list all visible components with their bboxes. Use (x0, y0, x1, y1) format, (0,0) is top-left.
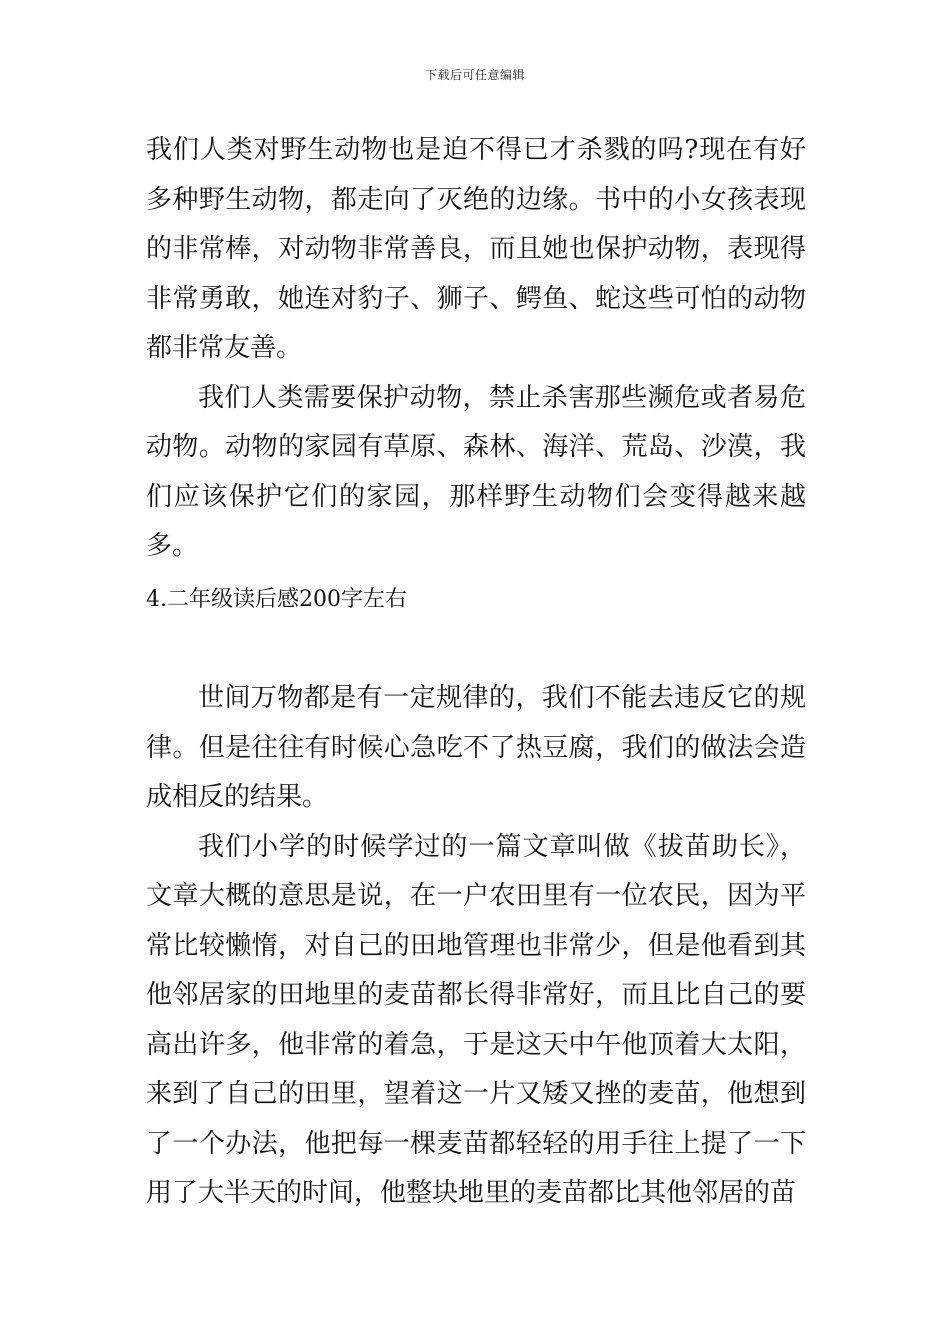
paragraph-story: 我们小学的时候学过的一篇文章叫做《拔苗助长》，文章大概的意思是说，在一户农田里有一位农民，因为平常比较懒惰，对自己的田地管理也非常少，但是他看到其他邻居家的田地里的麦苗都长得非常好，而且比自己的要高出许多，他非常的着急，于是这天中午他顶着大太阳，来到了自己的田里，望着这一片又矮又挫的麦苗，他想到了一个办法，他把每一棵麦苗都轻轻的用手往上提了一下用了大半天的时间，他整块地里的麦苗都比其他邻居的苗 (146, 831, 806, 1208)
paragraph-natural-law: 世间万物都是有一定规律的，我们不能去违反它的规律。但是往往有时候心急吃不了热豆腐，我们的做法会造成相反的结果。 (146, 683, 806, 812)
section-heading: 4.二年级读后感200字左右 (146, 587, 407, 612)
header-note: 下载后可任意编辑 (424, 68, 525, 82)
paragraph-protect-animals: 我们人类需要保护动物，禁止杀害那些濒危或者易危动物。动物的家园有草原、森林、海洋、荒岛、沙漠，我们应该保护它们的家园，那样野生动物们会变得越来越多。 (146, 382, 806, 561)
paragraph-wildlife-extinction: 我们人类对野生动物也是迫不得已才杀戮的吗?现在有好多种野生动物，都走向了灭绝的边缘。书中的小女孩表现的非常棒，对动物非常善良，而且她也保护动物，表现得非常勇敢，她连对豹子、狮子、鳄鱼、蛇这些可怕的动物都非常友善。 (146, 135, 806, 363)
section-4-body (146, 674, 806, 1219)
section-top-body (146, 126, 806, 572)
